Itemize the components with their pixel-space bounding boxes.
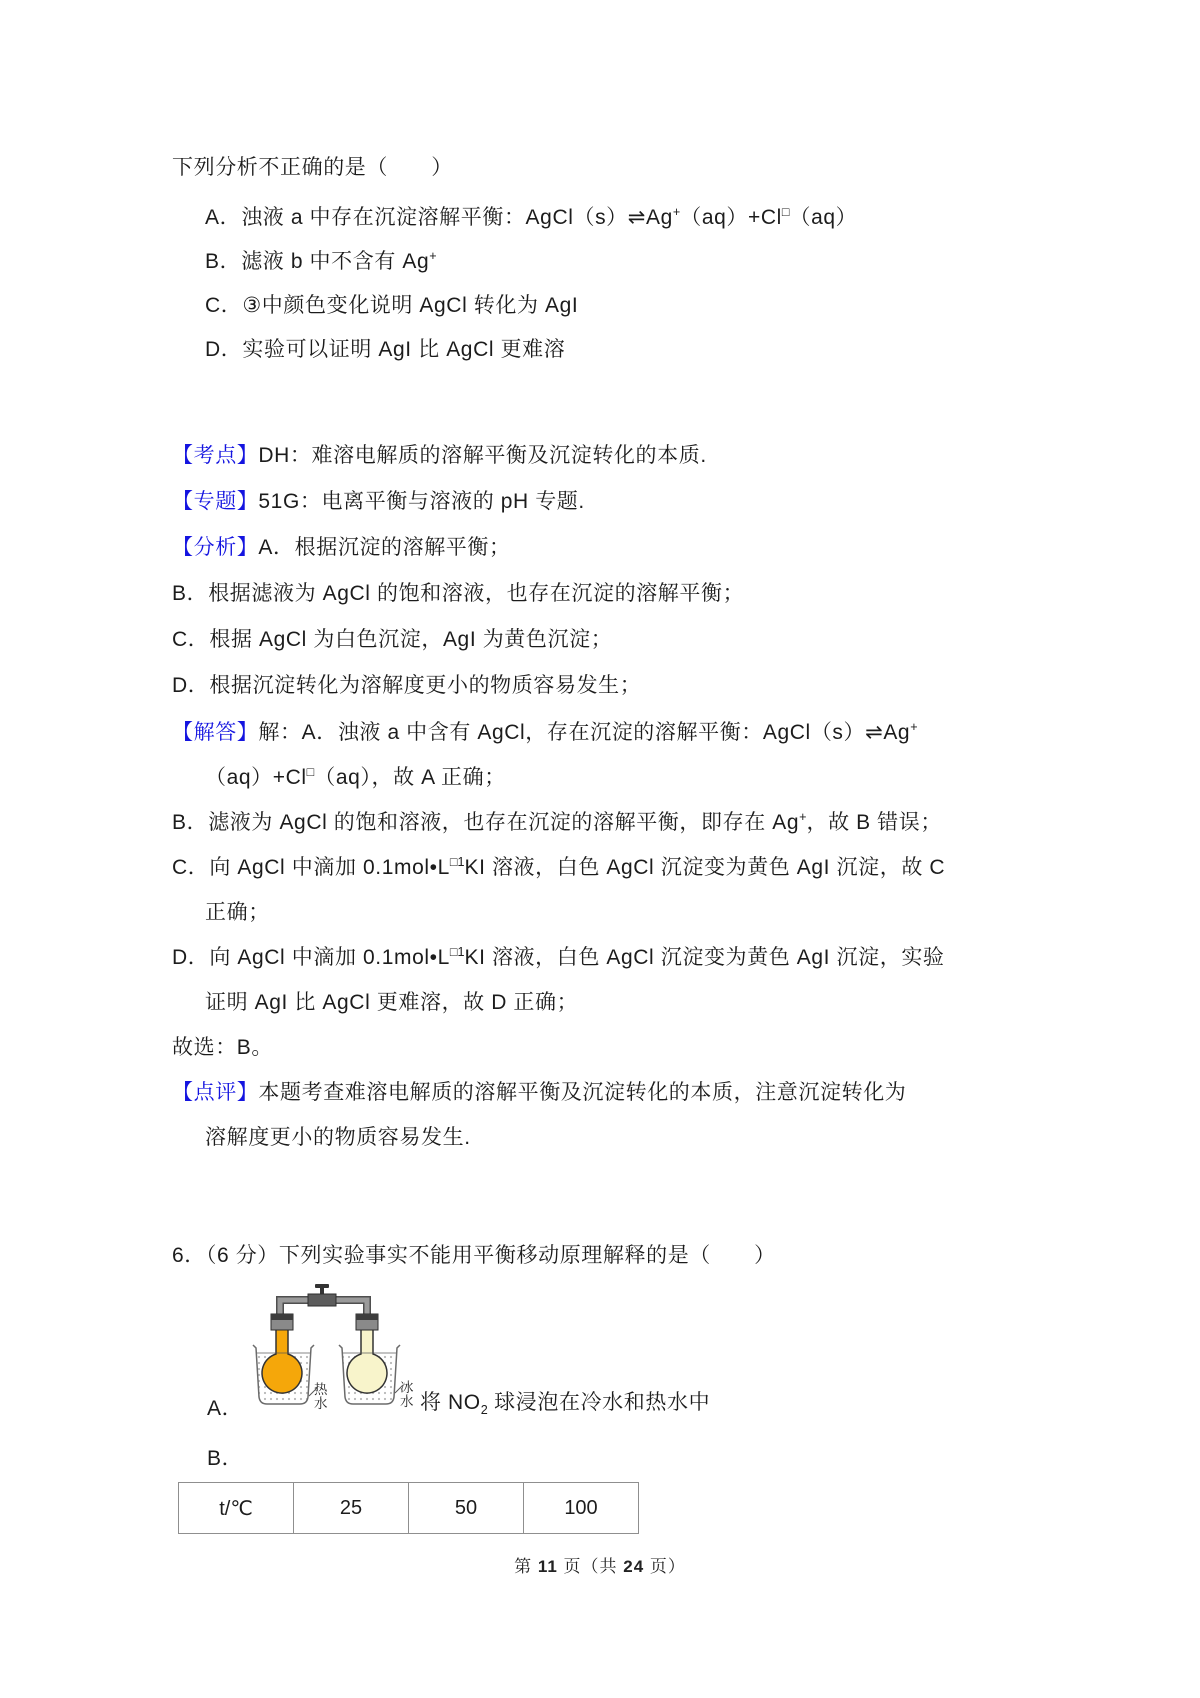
q6-option-a-caption: 将 $NO_2$ 球浸泡在冷水和热水中: [420, 1391, 711, 1418]
analysis-line-c: C．根据 AgCl 为白色沉淀，AgI 为黄色沉淀；: [172, 628, 613, 651]
analysis-line-a: 【分析】A．根据沉淀的溶解平衡；: [172, 536, 511, 559]
analysis-line-d: D．根据沉淀转化为溶解度更小的物质容易发生；: [172, 674, 642, 697]
comment-line-2: 溶解度更小的物质容易发生.: [205, 1126, 471, 1149]
flask-cold: [347, 1329, 387, 1393]
q5-option-a: A．浊液 a 中存在沉淀溶解平衡：AgCl（s）⇌Ag+（aq）+Cl□（aq）: [205, 205, 858, 229]
analysis-line-b: B．根据滤液为 AgCl 的饱和溶液，也存在沉淀的溶解平衡；: [172, 582, 745, 605]
topic-line: 【专题】51G：电离平衡与溶液的 pH 专题.: [172, 490, 585, 513]
q6-option-b-table: [178, 1482, 639, 1534]
figure-cold-water-label: 冰水: [400, 1380, 414, 1410]
page-footer: 第 11 页（共 24 页）: [514, 1557, 686, 1576]
q5-option-b: B．滤液 b 中不含有 Ag+: [205, 249, 437, 273]
q5-stem: 下列分析不正确的是（ ）: [172, 156, 453, 179]
answer-line-c2: 正确；: [205, 901, 270, 924]
chosen-answer-line: 故选：B。: [172, 1036, 274, 1059]
stopper-left: [271, 1314, 293, 1330]
answer-line-a1: 【解答】解：A．浊液 a 中含有 AgCl，存在沉淀的溶解平衡：AgCl（s）⇌Ag+: [172, 720, 918, 744]
exam-point-line: 【考点】DH：难溶电解质的溶解平衡及沉淀转化的本质.: [172, 444, 707, 467]
flask-hot: [262, 1329, 302, 1393]
q5-option-d: D．实验可以证明 AgI 比 AgCl 更难溶: [205, 338, 566, 361]
answer-line-d2: 证明 AgI 比 AgCl 更难溶，故 D 正确；: [205, 991, 579, 1014]
q6-stem: 6．（6 分）下列实验事实不能用平衡移动原理解释的是（ ）: [172, 1244, 776, 1267]
q6-option-b-label: B．: [207, 1447, 244, 1470]
valve-icon: [308, 1284, 336, 1306]
comment-line-1: 【点评】本题考查难溶电解质的溶解平衡及沉淀转化的本质，注意沉淀转化为: [172, 1081, 907, 1104]
table-row: [179, 1483, 639, 1534]
figure-hot-water-label: 热水: [314, 1382, 328, 1412]
answer-line-a2: （aq）+Cl□（aq），故 A 正确；: [205, 765, 506, 789]
answer-line-c1: C．向 AgCl 中滴加 $0.1mol•L^{□1}KI$ 溶液，白色 AgCl 沉淀变为黄色 AgI 沉淀，故 C: [172, 855, 946, 879]
q6-option-a-label: A．: [207, 1397, 244, 1420]
table-cell: 50: [409, 1483, 524, 1534]
q6-apparatus-figure: [215, 1283, 430, 1418]
table-cell: 25: [294, 1483, 409, 1534]
stopper-right: [356, 1314, 378, 1330]
table-cell-header: t/℃: [179, 1483, 294, 1534]
table-cell: 100: [524, 1483, 639, 1534]
answer-line-b: B．滤液为 AgCl 的饱和溶液，也存在沉淀的溶解平衡，即存在 Ag+，故 B 错误；: [172, 810, 942, 834]
q5-option-c: C．③中颜色变化说明 AgCl 转化为 AgI: [205, 294, 579, 317]
answer-line-d1: D．向 AgCl 中滴加 $0.1mol•L^{□1}KI$ 溶液，白色 AgCl 沉淀变为黄色 AgI 沉淀，实验: [172, 945, 945, 969]
